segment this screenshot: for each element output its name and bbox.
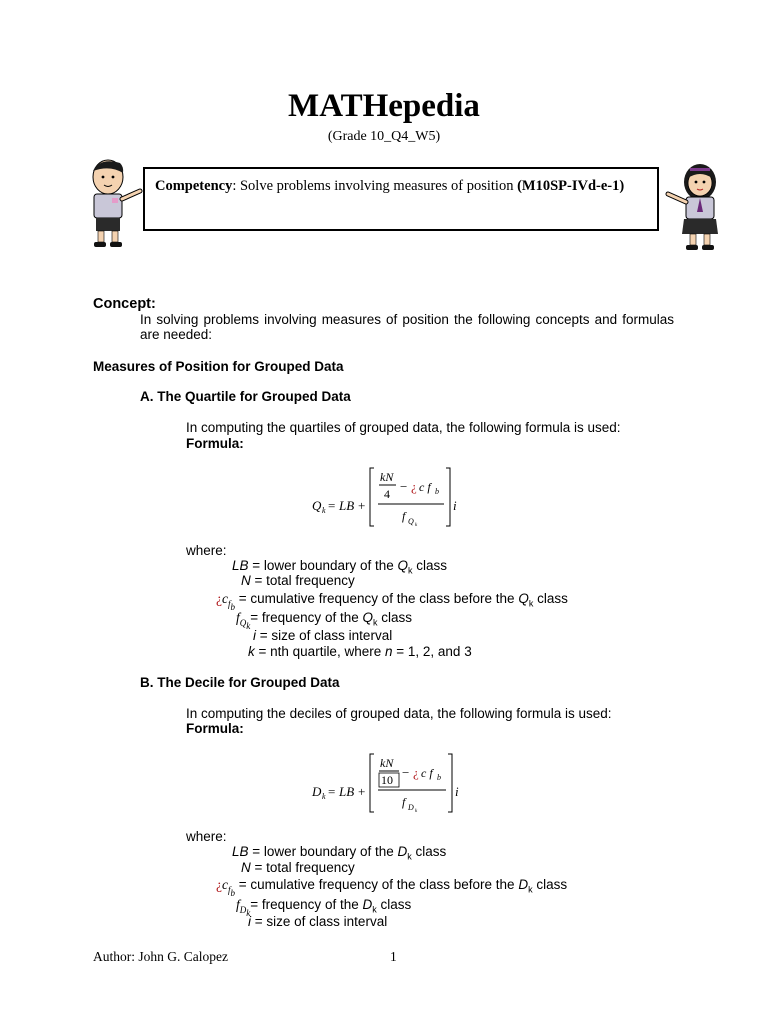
svg-text:+: + [358, 784, 366, 799]
footer-author: Author: John G. Calopez [93, 949, 228, 964]
decile-formula [308, 750, 478, 819]
quartile-def-n: N = total frequency [241, 573, 355, 588]
quartile-def-lb: LB = lower boundary of the $Q_k$ class [232, 558, 448, 576]
competency-label: Competency [155, 178, 233, 194]
competency-text: : Solve problems involving measures of position [232, 178, 518, 194]
page-number: 1 [390, 949, 397, 964]
svg-text:−: − [402, 765, 410, 780]
svg-text:=: = [328, 784, 336, 799]
svg-text:i: i [453, 498, 457, 513]
svg-text:D: D [312, 784, 322, 799]
measures-heading: Measures of Position for Grouped Data [93, 359, 344, 374]
svg-text:b: b [435, 487, 439, 496]
competency-code: (M10SP-IVd-e-1) [517, 178, 625, 194]
decile-formula-label: Formula: [186, 721, 244, 736]
svg-text:−: − [400, 479, 408, 494]
girl-illustration [662, 160, 732, 250]
svg-text:+: + [358, 498, 366, 513]
svg-text:Q: Q [408, 517, 414, 526]
concept-intro: In solving problems involving measures of position the following concepts and formulas are needed: [140, 312, 674, 342]
quartile-def-k: k = nth quartile, where n = 1, 2, and 3 [248, 644, 472, 659]
decile-intro: In computing the deciles of grouped data, the following formula is used: [186, 706, 612, 721]
decile-def-n: N = total frequency [241, 860, 355, 875]
svg-text:i: i [455, 784, 459, 799]
decile-def-i: i = size of class interval [248, 914, 388, 929]
decile-def-cf: ¿$c_{f_b}$ = cumulative frequency of the class before the $D_k$ class [216, 877, 568, 898]
svg-text:D: D [408, 803, 414, 812]
svg-text:kN: kN [380, 470, 394, 484]
quartile-def-fq: $f_{Q_k}=$ frequency of the $Q_k$ class [236, 610, 413, 631]
concept-heading: Concept: [93, 296, 156, 312]
boy-illustration [80, 157, 150, 247]
quartile-formula [308, 464, 478, 533]
svg-text:f: f [402, 795, 406, 809]
svg-text:=: = [328, 498, 336, 513]
svg-text:b: b [437, 773, 441, 782]
svg-text:c f: c f [421, 766, 433, 780]
decile-divisor: 10 [381, 773, 393, 787]
svg-text:Q: Q [312, 498, 322, 513]
svg-text:f: f [402, 509, 406, 523]
quartile-intro: In computing the quartiles of grouped data, the following formula is used: [186, 420, 621, 435]
svg-text:k: k [322, 792, 326, 801]
competency-box [143, 167, 659, 231]
page-title: MATHepedia [288, 88, 480, 124]
svg-text:k: k [415, 809, 418, 814]
quartile-divisor: 4 [384, 487, 390, 501]
svg-text:¿: ¿ [411, 479, 417, 494]
decile-def-fd: $f_{D_k}=$ frequency of the $D_k$ class [236, 897, 412, 918]
svg-text:k: k [415, 523, 418, 528]
decile-def-lb: LB = lower boundary of the $D_k$ class [232, 844, 447, 862]
quartile-def-i: i = size of class interval [253, 628, 393, 643]
svg-text:c f: c f [419, 480, 431, 494]
decile-heading: B. The Decile for Grouped Data [140, 675, 340, 690]
page-subtitle: (Grade 10_Q4_W5) [327, 129, 441, 144]
svg-text:LB: LB [339, 498, 355, 513]
quartile-where: where: [186, 543, 227, 558]
decile-where: where: [186, 829, 227, 844]
svg-text:¿: ¿ [413, 765, 419, 780]
quartile-def-cf: ¿$c_{f_b}$ = cumulative frequency of the class before the $Q_k$ class [216, 591, 568, 612]
svg-text:LB: LB [339, 784, 355, 799]
quartile-heading: A. The Quartile for Grouped Data [140, 389, 351, 404]
quartile-formula-label: Formula: [186, 436, 244, 451]
svg-text:k: k [322, 506, 326, 515]
svg-text:kN: kN [380, 756, 394, 770]
